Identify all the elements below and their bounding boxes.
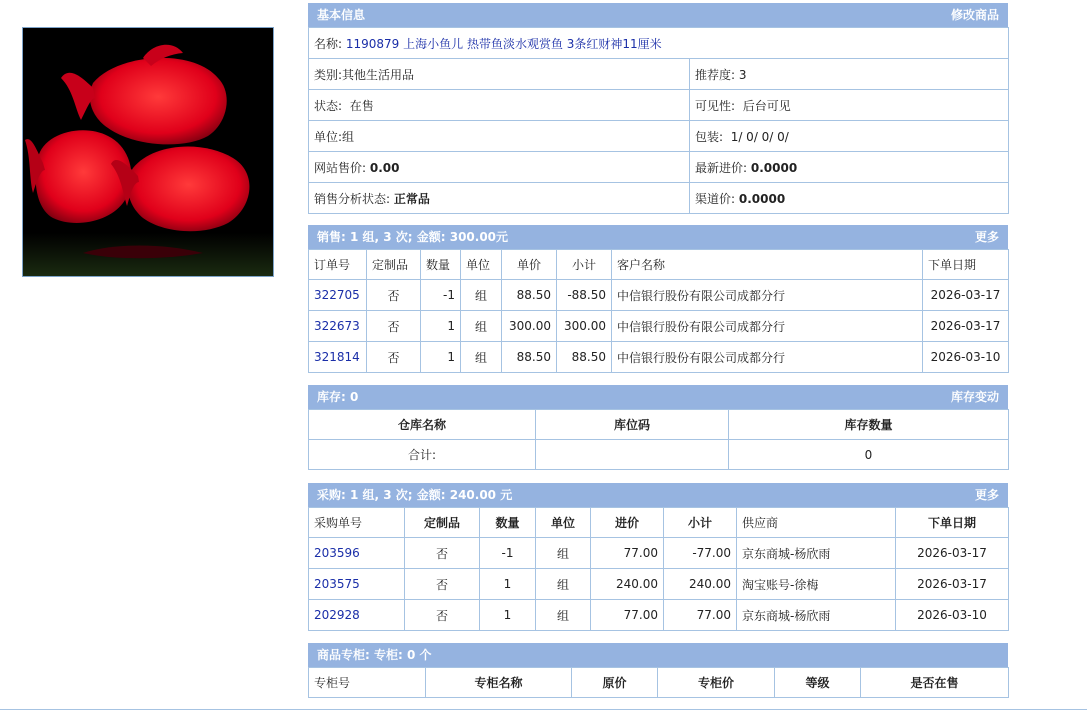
sales-unit: 组 — [461, 342, 502, 373]
purchase-row — [309, 569, 1009, 600]
purchase-order-link[interactable]: 202928 — [314, 608, 360, 622]
sales-panel — [308, 225, 1008, 373]
purchase-header-row — [309, 508, 1009, 538]
site-price-cell — [309, 152, 690, 183]
col-order-no: 订单号 — [309, 250, 367, 280]
channel-price-cell — [690, 183, 1009, 214]
purchase-cost: 240.00 — [591, 569, 664, 600]
channel-price-label: 渠道价: — [695, 191, 736, 206]
sales-price: 88.50 — [502, 280, 557, 311]
purchase-qty: -1 — [480, 538, 536, 569]
analysis-value: 正常品 — [393, 191, 430, 206]
col-subtotal: 小计 — [557, 250, 612, 280]
sales-price: 300.00 — [502, 311, 557, 342]
basic-info-table — [308, 27, 1009, 214]
col-customer: 客户名称 — [612, 250, 923, 280]
purchase-date: 2026-03-17 — [896, 569, 1009, 600]
purchase-supplier: 京东商城-杨欣雨 — [737, 538, 896, 569]
col-unit: 单位 — [536, 508, 591, 538]
sales-order-link[interactable]: 322705 — [314, 288, 360, 302]
visibility-label: 可见性: — [695, 98, 736, 113]
unit-value: 组 — [342, 129, 355, 144]
col-counter-name: 专柜名称 — [426, 668, 572, 698]
unit-label: 单位: — [314, 129, 343, 144]
col-subtotal: 小计 — [664, 508, 737, 538]
col-location: 库位码 — [536, 410, 729, 440]
stock-total-row — [309, 440, 1009, 470]
basic-info-panel — [308, 3, 1008, 214]
pack-cell — [690, 121, 1009, 152]
purchase-cost: 77.00 — [591, 538, 664, 569]
purchase-custom: 否 — [405, 538, 480, 569]
purchase-unit: 组 — [536, 600, 591, 631]
sales-customer: 中信银行股份有限公司成都分行 — [612, 280, 923, 311]
edit-product-link[interactable]: 修改商品 — [950, 8, 999, 22]
status-label: 状态: — [314, 98, 343, 113]
recommend-cell — [690, 59, 1009, 90]
stock-total-value: 0 — [729, 440, 1009, 470]
col-level: 等级 — [775, 668, 861, 698]
analysis-cell — [309, 183, 690, 214]
sales-order-link[interactable]: 322673 — [314, 319, 360, 333]
col-custom: 定制品 — [367, 250, 421, 280]
purchase-subtotal: -77.00 — [664, 538, 737, 569]
category-value: 其他生活用品 — [342, 67, 415, 82]
counter-panel — [308, 643, 1008, 698]
site-price-label: 网站售价: — [314, 160, 367, 175]
sales-qty: 1 — [421, 342, 461, 373]
purchase-panel — [308, 483, 1008, 631]
purchase-supplier: 京东商城-杨欣雨 — [737, 600, 896, 631]
sales-date: 2026-03-10 — [923, 342, 1009, 373]
stock-panel — [308, 385, 1008, 470]
purchase-unit: 组 — [536, 538, 591, 569]
purchase-custom: 否 — [405, 569, 480, 600]
col-unit: 单位 — [461, 250, 502, 280]
stock-header-row — [309, 410, 1009, 440]
col-custom: 定制品 — [405, 508, 480, 538]
purchase-custom: 否 — [405, 600, 480, 631]
col-counter-price: 专柜价 — [658, 668, 775, 698]
product-name-label: 名称: — [314, 36, 343, 51]
unit-cell — [309, 121, 690, 152]
purchase-order-link[interactable]: 203596 — [314, 546, 360, 560]
col-original-price: 原价 — [572, 668, 658, 698]
sales-row — [309, 311, 1009, 342]
sales-row — [309, 342, 1009, 373]
status-value: 在售 — [349, 98, 374, 113]
purchase-date: 2026-03-10 — [896, 600, 1009, 631]
col-cost: 进价 — [591, 508, 664, 538]
purchase-order-link[interactable]: 203575 — [314, 577, 360, 591]
category-cell — [309, 59, 690, 90]
purchase-unit: 组 — [536, 569, 591, 600]
stock-header — [308, 385, 1008, 409]
bottom-divider — [0, 709, 1087, 710]
basic-info-title: 基本信息 — [317, 8, 366, 22]
col-qty: 数量 — [480, 508, 536, 538]
sales-unit: 组 — [461, 311, 502, 342]
sales-qty: 1 — [421, 311, 461, 342]
col-date: 下单日期 — [923, 250, 1009, 280]
stock-title: 库存: 0 — [317, 390, 359, 404]
sales-order-link[interactable]: 321814 — [314, 350, 360, 364]
counter-title: 商品专柜: 专柜: 0 个 — [317, 648, 432, 662]
sales-unit: 组 — [461, 280, 502, 311]
sales-qty: -1 — [421, 280, 461, 311]
counter-header — [308, 643, 1008, 667]
col-counter-no: 专柜号 — [309, 668, 426, 698]
purchase-qty: 1 — [480, 569, 536, 600]
sales-custom: 否 — [367, 342, 421, 373]
sales-title: 销售: 1 组, 3 次; 金额: 300.00元 — [317, 230, 509, 244]
purchase-header — [308, 483, 1008, 507]
red-fish-illustration — [23, 28, 273, 276]
purchase-supplier: 淘宝账号-徐梅 — [737, 569, 896, 600]
purchase-qty: 1 — [480, 600, 536, 631]
sales-customer: 中信银行股份有限公司成都分行 — [612, 311, 923, 342]
col-warehouse: 仓库名称 — [309, 410, 536, 440]
latest-cost-label: 最新进价: — [695, 160, 748, 175]
col-po-no: 采购单号 — [309, 508, 405, 538]
product-name-link[interactable]: 1190879 上海小鱼儿 热带鱼淡水观赏鱼 3条红财神11厘米 — [345, 36, 662, 51]
sales-custom: 否 — [367, 311, 421, 342]
col-date: 下单日期 — [896, 508, 1009, 538]
visibility-cell — [690, 90, 1009, 121]
purchase-subtotal: 240.00 — [664, 569, 737, 600]
counter-header-row — [309, 668, 1009, 698]
purchase-title: 采购: 1 组, 3 次; 金额: 240.00 元 — [317, 488, 513, 502]
sales-subtotal: -88.50 — [557, 280, 612, 311]
col-supplier: 供应商 — [737, 508, 896, 538]
col-stock-qty: 库存数量 — [729, 410, 1009, 440]
sales-row — [309, 280, 1009, 311]
basic-info-header — [308, 3, 1008, 27]
sales-subtotal: 300.00 — [557, 311, 612, 342]
analysis-label: 销售分析状态: — [314, 191, 391, 206]
latest-cost-value: 0.0000 — [750, 160, 798, 175]
purchase-cost: 77.00 — [591, 600, 664, 631]
stock-total-label: 合计: — [309, 440, 536, 470]
sales-price: 88.50 — [502, 342, 557, 373]
purchase-more-link[interactable]: 更多 — [974, 488, 999, 502]
sales-table — [308, 249, 1009, 373]
purchase-row — [309, 600, 1009, 631]
stock-change-link[interactable]: 库存变动 — [950, 390, 999, 404]
purchase-subtotal: 77.00 — [664, 600, 737, 631]
purchase-row — [309, 538, 1009, 569]
latest-cost-cell — [690, 152, 1009, 183]
stock-table — [308, 409, 1009, 470]
sales-more-link[interactable]: 更多 — [974, 230, 999, 244]
col-on-sale: 是否在售 — [861, 668, 1009, 698]
pack-value: 1/ 0/ 0/ 0/ — [730, 129, 789, 144]
sales-header — [308, 225, 1008, 249]
channel-price-value: 0.0000 — [738, 191, 786, 206]
site-price-value: 0.00 — [369, 160, 400, 175]
visibility-value: 后台可见 — [742, 98, 791, 113]
recommend-value: 3 — [738, 67, 747, 82]
product-image — [22, 27, 274, 277]
product-name-cell — [309, 28, 1009, 59]
category-label: 类别: — [314, 67, 343, 82]
stock-total-location — [536, 440, 729, 470]
col-price: 单价 — [502, 250, 557, 280]
sales-custom: 否 — [367, 280, 421, 311]
counter-table — [308, 667, 1009, 698]
sales-date: 2026-03-17 — [923, 311, 1009, 342]
recommend-label: 推荐度: — [695, 67, 736, 82]
status-cell — [309, 90, 690, 121]
purchase-date: 2026-03-17 — [896, 538, 1009, 569]
purchase-table — [308, 507, 1009, 631]
col-qty: 数量 — [421, 250, 461, 280]
sales-customer: 中信银行股份有限公司成都分行 — [612, 342, 923, 373]
sales-header-row — [309, 250, 1009, 280]
pack-label: 包装: — [695, 129, 724, 144]
sales-date: 2026-03-17 — [923, 280, 1009, 311]
sales-subtotal: 88.50 — [557, 342, 612, 373]
